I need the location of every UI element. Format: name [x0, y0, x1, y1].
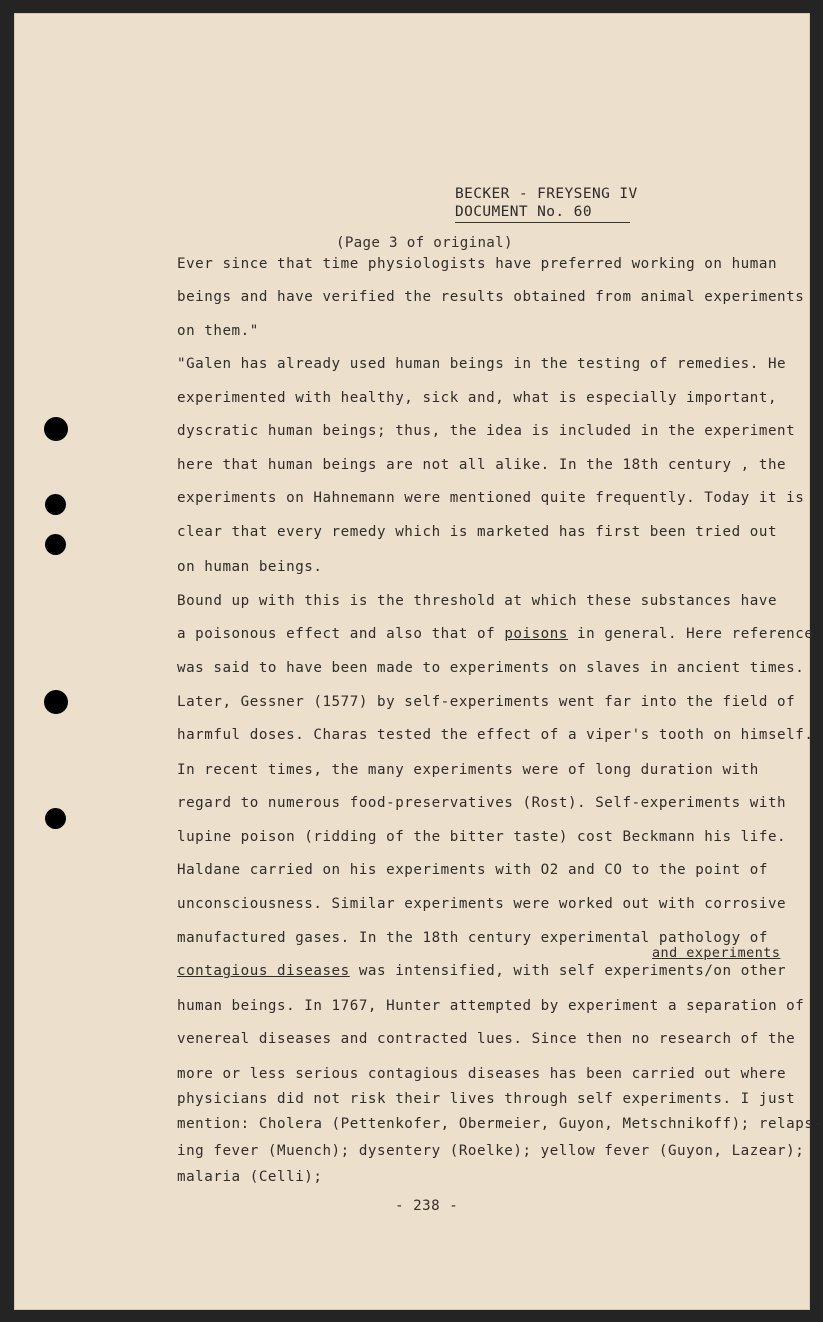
punch-hole	[45, 808, 66, 829]
text-line: lupine poison (ridding of the bitter taste) cost Beckmann his life.	[177, 829, 787, 845]
text-line: regard to numerous food-preservatives (Rost). Self-experiments with	[177, 795, 787, 811]
text-line: more or less serious contagious diseases has been carried out where	[177, 1066, 787, 1082]
text-line: here that human beings are not all alike. In the 18th century , the	[177, 457, 787, 473]
text-span: in general. Here reference	[567, 626, 814, 642]
page-number: - 238 -	[395, 1198, 459, 1214]
text-line: ing fever (Muench); dysentery (Roelke); yellow fever (Guyon, Lazear);	[177, 1143, 805, 1159]
text-line: experimented with healthy, sick and, what is especially important,	[177, 390, 778, 406]
punch-hole	[45, 534, 66, 555]
punch-hole	[44, 417, 68, 441]
punch-hole	[44, 690, 68, 714]
text-line: unconsciousness. Similar experiments were worked out with corrosive	[177, 896, 787, 912]
text-line: on them."	[177, 323, 259, 339]
text-span: a poisonous effect and also that of	[177, 626, 505, 642]
text-line: mention: Cholera (Pettenkofer, Obermeier, Guyon, Metschnikoff); relaps-	[177, 1116, 823, 1132]
header-title: BECKER - FREYSENG IV	[455, 186, 638, 202]
document-number: DOCUMENT No. 60	[455, 203, 630, 223]
text-line: malaria (Celli);	[177, 1169, 323, 1185]
text-line: Haldane carried on his experiments with O2 and CO to the point of	[177, 862, 768, 878]
text-span: was intensified, with self experiments/on other	[349, 963, 787, 979]
underlined-word-poisons: poisons	[504, 626, 568, 642]
text-line	[177, 963, 786, 979]
document-header	[455, 185, 638, 223]
punch-hole	[45, 494, 66, 515]
text-line: dyscratic human beings; thus, the idea is included in the experiment	[177, 423, 796, 439]
text-line: harmful doses. Charas tested the effect of a viper's tooth on himself.	[177, 727, 814, 743]
text-line: Later, Gessner (1577) by self-experiments went far into the field of	[177, 694, 796, 710]
text-line: human beings. In 1767, Hunter attempted by experiment a separation of	[177, 998, 805, 1014]
text-line	[177, 626, 813, 642]
interlinear-insertion: and experiments	[652, 946, 781, 961]
text-line: experiments on Hahnemann were mentioned quite frequently. Today it is	[177, 490, 805, 506]
text-line: venereal diseases and contracted lues. Since then no research of the	[177, 1031, 796, 1047]
text-line: "Galen has already used human beings in the testing of remedies. He	[177, 356, 787, 372]
text-line: was said to have been made to experiments on slaves in ancient times.	[177, 660, 805, 676]
text-line: In recent times, the many experiments were of long duration with	[177, 762, 759, 778]
underlined-phrase-contagious-diseases: contagious diseases	[177, 963, 350, 979]
text-line: Ever since that time physiologists have preferred working on human	[177, 256, 778, 272]
text-line: clear that every remedy which is marketed has first been tried out	[177, 524, 778, 540]
text-line: on human beings.	[177, 559, 323, 575]
text-line: manufactured gases. In the 18th century experimental pathology of	[177, 930, 768, 946]
page-reference: (Page 3 of original)	[336, 235, 513, 251]
text-line: physicians did not risk their lives through self experiments. I just	[177, 1091, 796, 1107]
text-line: beings and have verified the results obtained from animal experiments	[177, 289, 805, 305]
text-line: Bound up with this is the threshold at which these substances have	[177, 593, 778, 609]
